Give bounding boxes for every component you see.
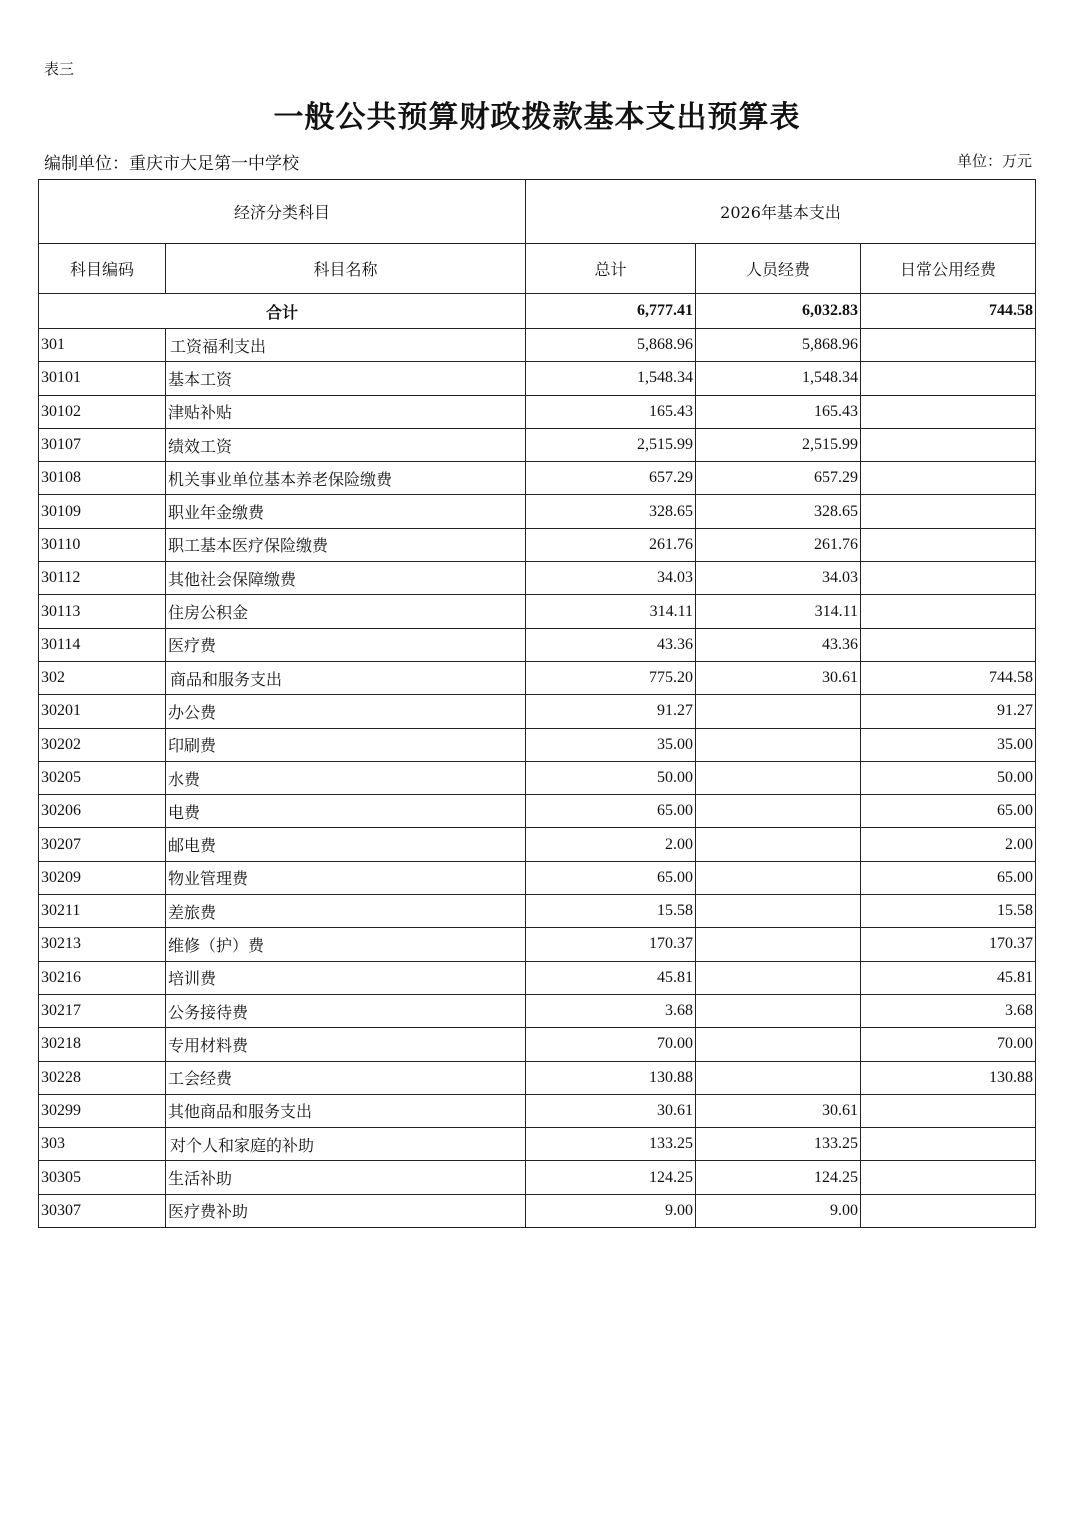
header-row-columns <box>39 244 1036 294</box>
row-total: 133.25 <box>526 1128 696 1161</box>
table-row <box>39 1028 1036 1061</box>
header-name: 科目名称 <box>166 244 526 294</box>
row-public <box>861 1194 1036 1227</box>
row-public: 170.37 <box>861 928 1036 961</box>
row-personnel <box>696 961 861 994</box>
row-total: 43.36 <box>526 628 696 661</box>
table-row <box>39 795 1036 828</box>
row-personnel <box>696 795 861 828</box>
row-total: 328.65 <box>526 495 696 528</box>
row-code: 30217 <box>39 994 166 1027</box>
row-total: 3.68 <box>526 994 696 1027</box>
row-total: 124.25 <box>526 1161 696 1194</box>
row-public: 65.00 <box>861 795 1036 828</box>
row-personnel <box>696 761 861 794</box>
row-public: 35.00 <box>861 728 1036 761</box>
row-personnel: 30.61 <box>696 661 861 694</box>
row-code: 30112 <box>39 562 166 595</box>
header-code: 科目编码 <box>39 244 166 294</box>
row-name: 基本工资 <box>166 362 526 395</box>
row-public <box>861 628 1036 661</box>
total-label: 合计 <box>39 294 526 329</box>
row-name: 物业管理费 <box>166 861 526 894</box>
table-row <box>39 961 1036 994</box>
header-row-group <box>39 180 1036 244</box>
row-total: 65.00 <box>526 861 696 894</box>
row-public: 65.00 <box>861 861 1036 894</box>
row-personnel: 34.03 <box>696 562 861 595</box>
header-total: 总计 <box>526 244 696 294</box>
table-row <box>39 1094 1036 1127</box>
row-code: 30216 <box>39 961 166 994</box>
currency-unit-label: 单位：万元 <box>956 152 1032 170</box>
row-code: 30211 <box>39 895 166 928</box>
row-personnel: 43.36 <box>696 628 861 661</box>
row-name: 职工基本医疗保险缴费 <box>166 528 526 561</box>
budget-table <box>38 179 1036 1228</box>
table-row <box>39 1194 1036 1227</box>
row-personnel: 261.76 <box>696 528 861 561</box>
table-row <box>39 395 1036 428</box>
table-row <box>39 428 1036 461</box>
row-personnel: 328.65 <box>696 495 861 528</box>
header-public: 日常公用经费 <box>861 244 1036 294</box>
row-total: 170.37 <box>526 928 696 961</box>
row-personnel: 165.43 <box>696 395 861 428</box>
row-code: 30206 <box>39 795 166 828</box>
row-total: 165.43 <box>526 395 696 428</box>
row-public <box>861 428 1036 461</box>
row-total: 30.61 <box>526 1094 696 1127</box>
row-personnel <box>696 994 861 1027</box>
row-public: 45.81 <box>861 961 1036 994</box>
table-row <box>39 861 1036 894</box>
row-personnel <box>696 695 861 728</box>
row-personnel <box>696 928 861 961</box>
table-row <box>39 528 1036 561</box>
row-personnel <box>696 861 861 894</box>
row-public: 744.58 <box>861 661 1036 694</box>
row-name: 其他社会保障缴费 <box>166 562 526 595</box>
row-name: 公务接待费 <box>166 994 526 1027</box>
row-code: 30207 <box>39 828 166 861</box>
row-code: 30101 <box>39 362 166 395</box>
row-total: 1,548.34 <box>526 362 696 395</box>
row-name: 印刷费 <box>166 728 526 761</box>
row-public: 50.00 <box>861 761 1036 794</box>
row-name: 工会经费 <box>166 1061 526 1094</box>
row-code: 30110 <box>39 528 166 561</box>
row-public <box>861 528 1036 561</box>
row-total: 657.29 <box>526 462 696 495</box>
table-row <box>39 761 1036 794</box>
row-public: 15.58 <box>861 895 1036 928</box>
row-personnel: 133.25 <box>696 1128 861 1161</box>
table-row <box>39 562 1036 595</box>
row-code: 30205 <box>39 761 166 794</box>
row-code: 30213 <box>39 928 166 961</box>
total-personnel: 6,032.83 <box>696 294 861 329</box>
row-personnel <box>696 828 861 861</box>
row-name: 对个人和家庭的补助 <box>166 1128 526 1161</box>
row-total: 2.00 <box>526 828 696 861</box>
row-code: 30107 <box>39 428 166 461</box>
table-row <box>39 628 1036 661</box>
total-total: 6,777.41 <box>526 294 696 329</box>
row-name: 医疗费补助 <box>166 1194 526 1227</box>
row-code: 30114 <box>39 628 166 661</box>
table-row <box>39 1128 1036 1161</box>
row-total: 91.27 <box>526 695 696 728</box>
row-name: 电费 <box>166 795 526 828</box>
row-code: 30299 <box>39 1094 166 1127</box>
row-code: 30109 <box>39 495 166 528</box>
row-name: 专用材料费 <box>166 1028 526 1061</box>
row-public: 70.00 <box>861 1028 1036 1061</box>
compiling-unit-label: 编制单位：重庆市大足第一中学校 <box>44 154 299 174</box>
table-row <box>39 661 1036 694</box>
row-public <box>861 1161 1036 1194</box>
row-personnel: 2,515.99 <box>696 428 861 461</box>
row-code: 302 <box>39 661 166 694</box>
row-total: 34.03 <box>526 562 696 595</box>
row-personnel <box>696 1061 861 1094</box>
row-public <box>861 1128 1036 1161</box>
total-public: 744.58 <box>861 294 1036 329</box>
row-public: 130.88 <box>861 1061 1036 1094</box>
row-total: 5,868.96 <box>526 329 696 362</box>
row-code: 30305 <box>39 1161 166 1194</box>
row-code: 301 <box>39 329 166 362</box>
row-total: 45.81 <box>526 961 696 994</box>
row-total: 70.00 <box>526 1028 696 1061</box>
row-public: 3.68 <box>861 994 1036 1027</box>
total-row <box>39 294 1036 329</box>
row-name: 办公费 <box>166 695 526 728</box>
row-name: 绩效工资 <box>166 428 526 461</box>
row-total: 9.00 <box>526 1194 696 1227</box>
row-personnel: 5,868.96 <box>696 329 861 362</box>
row-name: 生活补助 <box>166 1161 526 1194</box>
row-code: 30307 <box>39 1194 166 1227</box>
row-total: 775.20 <box>526 661 696 694</box>
row-personnel <box>696 728 861 761</box>
row-name: 水费 <box>166 761 526 794</box>
table-row <box>39 895 1036 928</box>
row-public <box>861 595 1036 628</box>
row-total: 130.88 <box>526 1061 696 1094</box>
row-name: 津贴补贴 <box>166 395 526 428</box>
row-code: 30102 <box>39 395 166 428</box>
row-public <box>861 1094 1036 1127</box>
table-row <box>39 928 1036 961</box>
row-personnel <box>696 895 861 928</box>
row-personnel <box>696 1028 861 1061</box>
row-name: 职业年金缴费 <box>166 495 526 528</box>
row-name: 工资福利支出 <box>166 329 526 362</box>
row-public: 91.27 <box>861 695 1036 728</box>
row-name: 维修（护）费 <box>166 928 526 961</box>
row-public <box>861 329 1036 362</box>
row-name: 医疗费 <box>166 628 526 661</box>
table-row <box>39 728 1036 761</box>
row-code: 30108 <box>39 462 166 495</box>
row-code: 30209 <box>39 861 166 894</box>
table-number-label: 表三 <box>44 60 75 78</box>
table-row <box>39 695 1036 728</box>
row-total: 35.00 <box>526 728 696 761</box>
row-name: 住房公积金 <box>166 595 526 628</box>
header-economic-classification: 经济分类科目 <box>39 180 526 244</box>
row-public <box>861 562 1036 595</box>
row-total: 314.11 <box>526 595 696 628</box>
table-row <box>39 1161 1036 1194</box>
table-row <box>39 595 1036 628</box>
row-public <box>861 395 1036 428</box>
table-row <box>39 329 1036 362</box>
header-basic-expenditure-2026: 2026年基本支出 <box>526 180 1036 244</box>
row-code: 30202 <box>39 728 166 761</box>
table-row <box>39 362 1036 395</box>
row-personnel: 124.25 <box>696 1161 861 1194</box>
row-name: 商品和服务支出 <box>166 661 526 694</box>
row-personnel: 314.11 <box>696 595 861 628</box>
row-name: 邮电费 <box>166 828 526 861</box>
row-personnel: 30.61 <box>696 1094 861 1127</box>
row-name: 其他商品和服务支出 <box>166 1094 526 1127</box>
row-total: 65.00 <box>526 795 696 828</box>
row-total: 2,515.99 <box>526 428 696 461</box>
row-code: 303 <box>39 1128 166 1161</box>
row-total: 261.76 <box>526 528 696 561</box>
row-public: 2.00 <box>861 828 1036 861</box>
row-personnel: 657.29 <box>696 462 861 495</box>
table-row <box>39 495 1036 528</box>
row-name: 差旅费 <box>166 895 526 928</box>
row-name: 机关事业单位基本养老保险缴费 <box>166 462 526 495</box>
row-public <box>861 462 1036 495</box>
row-name: 培训费 <box>166 961 526 994</box>
row-total: 15.58 <box>526 895 696 928</box>
table-row <box>39 828 1036 861</box>
table-row <box>39 1061 1036 1094</box>
table-row <box>39 994 1036 1027</box>
row-code: 30218 <box>39 1028 166 1061</box>
page-title: 一般公共预算财政拨款基本支出预算表 <box>273 100 801 135</box>
row-total: 50.00 <box>526 761 696 794</box>
table-row <box>39 462 1036 495</box>
header-personnel: 人员经费 <box>696 244 861 294</box>
row-code: 30201 <box>39 695 166 728</box>
row-code: 30228 <box>39 1061 166 1094</box>
row-public <box>861 362 1036 395</box>
row-personnel: 1,548.34 <box>696 362 861 395</box>
row-code: 30113 <box>39 595 166 628</box>
row-personnel: 9.00 <box>696 1194 861 1227</box>
row-public <box>861 495 1036 528</box>
